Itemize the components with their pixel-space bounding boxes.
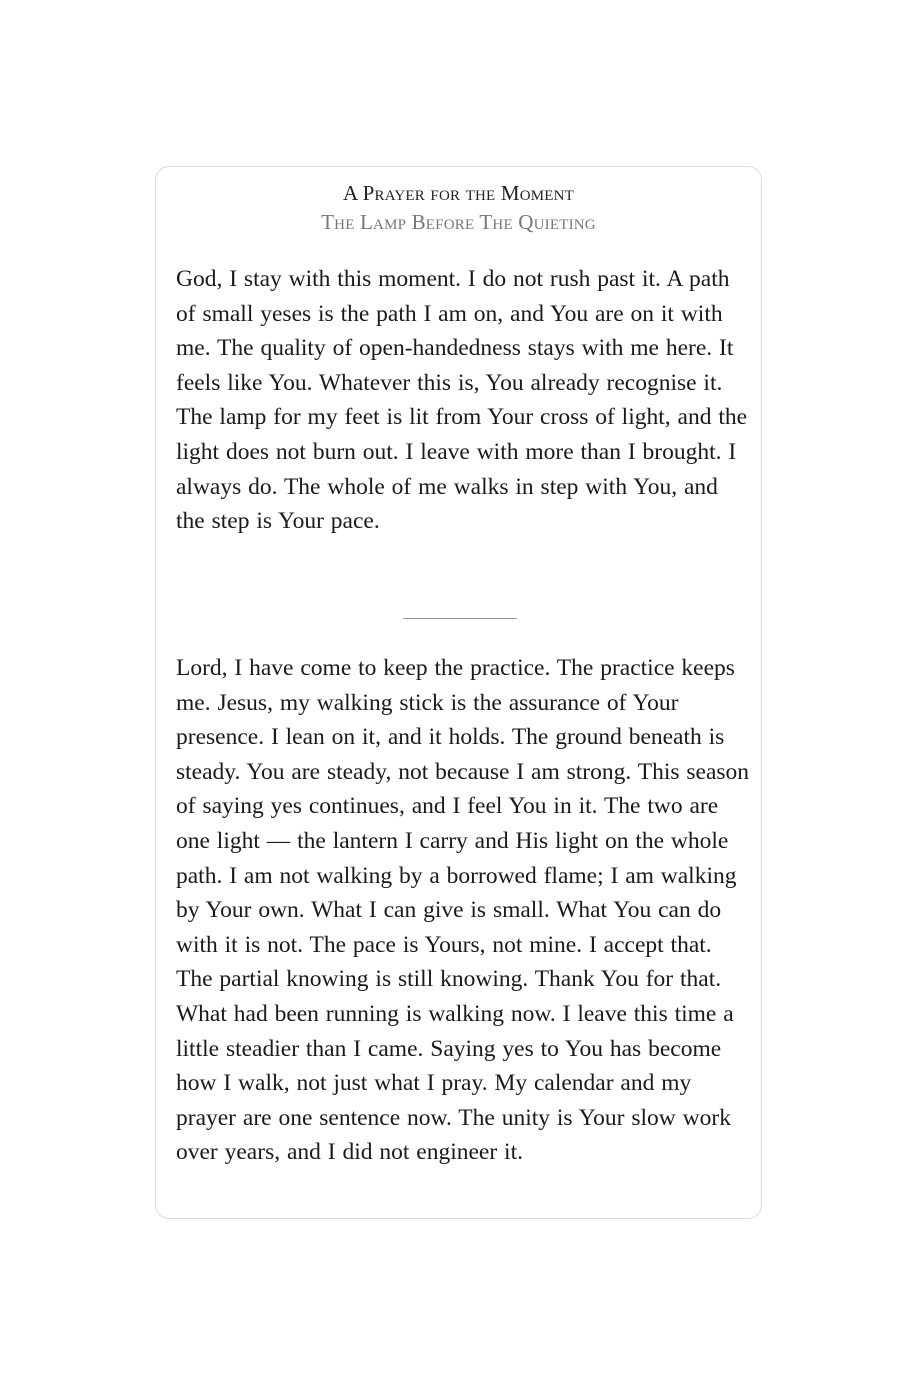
prayer-paragraph-1: God, I stay with this moment. I do not rush past it. A path of small yeses is the path I am on, and You are on it with me. The quality of open-handedness stays with me here. It feels like You. Whatever this is, You already recognise it. The lamp for my feet is lit from Your cross of light, and the light does not burn out. I leave with more than I brought. I always do. The whole of me walks in step with You, and the step is Your pace. [176, 266, 748, 535]
section-divider [403, 618, 517, 619]
prayer-title: A Prayer for the Moment [342, 181, 575, 205]
prayer-subtitle: The Lamp Before The Quieting [321, 210, 596, 234]
prayer-paragraph-2: Lord, I have come to keep the practice. The practice keeps me. Jesus, my walking stick is the assurance of Your presence. I lean on it, and it holds. The ground beneath is steady. You are steady, not because I am strong. This season of saying yes continues, and I feel You in it. The two are one light — the lantern I carry and His light on the whole path. I am not walking by a borrowed flame; I am walking by Your own. What I can give is small. What You can do with it is not. The pace is Yours, not mine. I accept that. The partial knowing is still knowing. Thank You for that. What had been running is walking now. I leave this time a little steadier than I came. Saying yes to You has become how I walk, not just what I pray. My calendar and my prayer are one sentence now. The unity is Your slow work over years, and I did not engineer it. [176, 655, 750, 1166]
prayer-card [155, 166, 762, 1219]
